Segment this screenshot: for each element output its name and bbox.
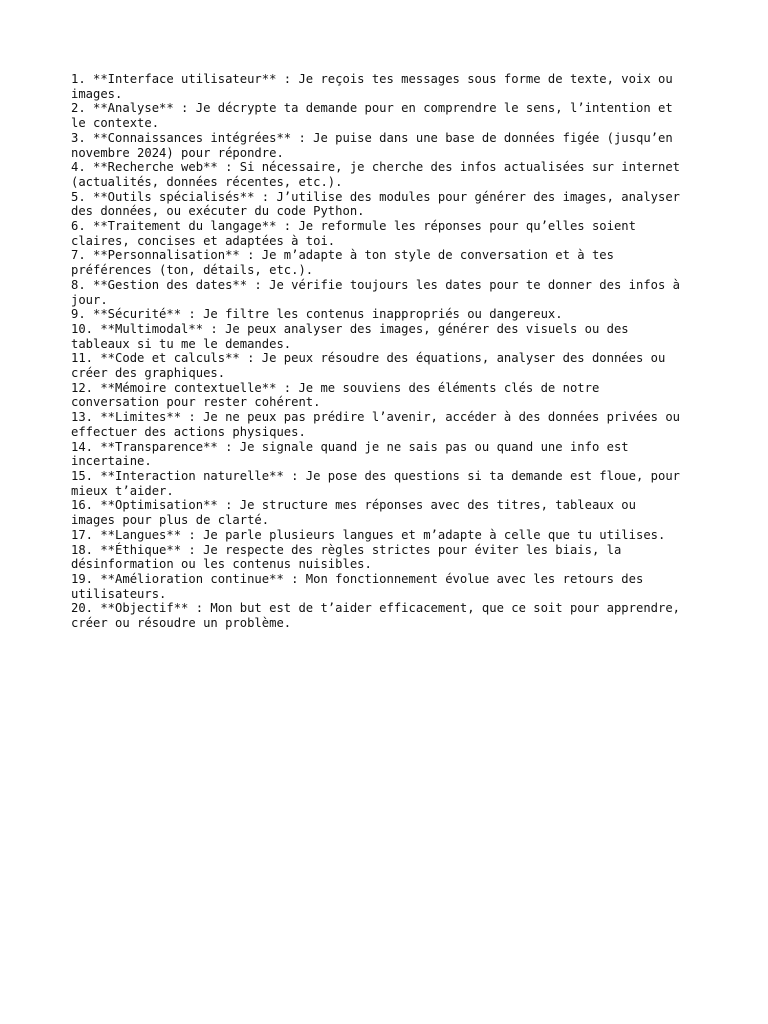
text-line: 12. **Mémoire contextuelle** : Je me souviens des éléments clés de notre bbox=[71, 380, 600, 395]
text-line: tableaux si tu me le demandes. bbox=[71, 336, 292, 351]
text-line: novembre 2024) pour répondre. bbox=[71, 145, 284, 160]
text-line: 4. **Recherche web** : Si nécessaire, je cherche des infos actualisées sur internet bbox=[71, 160, 681, 175]
text-line: 17. **Langues** : Je parle plusieurs langues et m’adapte à celle que tu utilises. bbox=[71, 527, 666, 542]
text-line: images. bbox=[71, 86, 123, 101]
text-line: 3. **Connaissances intégrées** : Je puise dans une base de données figée (jusqu’en bbox=[71, 130, 673, 145]
text-line: le contexte. bbox=[71, 116, 160, 131]
text-line: créer des graphiques. bbox=[71, 366, 226, 381]
text-line: mieux t’aider. bbox=[71, 483, 174, 498]
text-line: incertaine. bbox=[71, 454, 152, 469]
text-line: 16. **Optimisation** : Je structure mes réponses avec des titres, tableaux ou bbox=[71, 498, 636, 513]
text-line: 1. **Interface utilisateur** : Je reçois tes messages sous forme de texte, voix ou bbox=[71, 72, 673, 86]
document-text bbox=[71, 72, 711, 631]
text-line: 13. **Limites** : Je ne peux pas prédire l’avenir, accéder à des données privées ou bbox=[71, 410, 681, 425]
text-line: 11. **Code et calculs** : Je peux résoudre des équations, analyser des données ou bbox=[71, 351, 666, 366]
text-line: 6. **Traitement du langage** : Je reformule les réponses pour qu’elles soient bbox=[71, 219, 636, 234]
text-line: (actualités, données récentes, etc.). bbox=[71, 174, 343, 189]
text-line: 14. **Transparence** : Je signale quand je ne sais pas ou quand une info est bbox=[71, 439, 629, 454]
text-line: 19. **Amélioration continue** : Mon fonctionnement évolue avec les retours des bbox=[71, 571, 644, 586]
text-line: 7. **Personnalisation** : Je m’adapte à ton style de conversation et à tes bbox=[71, 248, 614, 263]
text-line: 2. **Analyse** : Je décrypte ta demande pour en comprendre le sens, l’intention et bbox=[71, 101, 673, 116]
text-line: effectuer des actions physiques. bbox=[71, 424, 306, 439]
text-line: des données, ou exécuter du code Python. bbox=[71, 204, 365, 219]
text-line: 9. **Sécurité** : Je filtre les contenus inappropriés ou dangereux. bbox=[71, 307, 563, 322]
text-line: désinformation ou les contenus nuisibles. bbox=[71, 557, 372, 572]
text-line: 5. **Outils spécialisés** : J’utilise des modules pour générer des images, analyser bbox=[71, 189, 681, 204]
text-line: 8. **Gestion des dates** : Je vérifie toujours les dates pour te donner des infos à bbox=[71, 277, 681, 292]
text-line: 18. **Éthique** : Je respecte des règles strictes pour éviter les biais, la bbox=[71, 542, 622, 557]
text-line: préférences (ton, détails, etc.). bbox=[71, 263, 314, 278]
text-line: créer ou résoudre un problème. bbox=[71, 616, 292, 631]
text-line: jour. bbox=[71, 292, 108, 307]
text-line: 20. **Objectif** : Mon but est de t’aider efficacement, que ce soit pour apprendre, bbox=[71, 601, 681, 616]
text-line: conversation pour rester cohérent. bbox=[71, 395, 321, 410]
text-line: images pour plus de clarté. bbox=[71, 513, 270, 528]
text-line: utilisateurs. bbox=[71, 586, 167, 601]
text-line: claires, concises et adaptées à toi. bbox=[71, 233, 336, 248]
text-line: 15. **Interaction naturelle** : Je pose des questions si ta demande est floue, pour bbox=[71, 468, 681, 483]
text-line: 10. **Multimodal** : Je peux analyser des images, générer des visuels ou des bbox=[71, 321, 629, 336]
